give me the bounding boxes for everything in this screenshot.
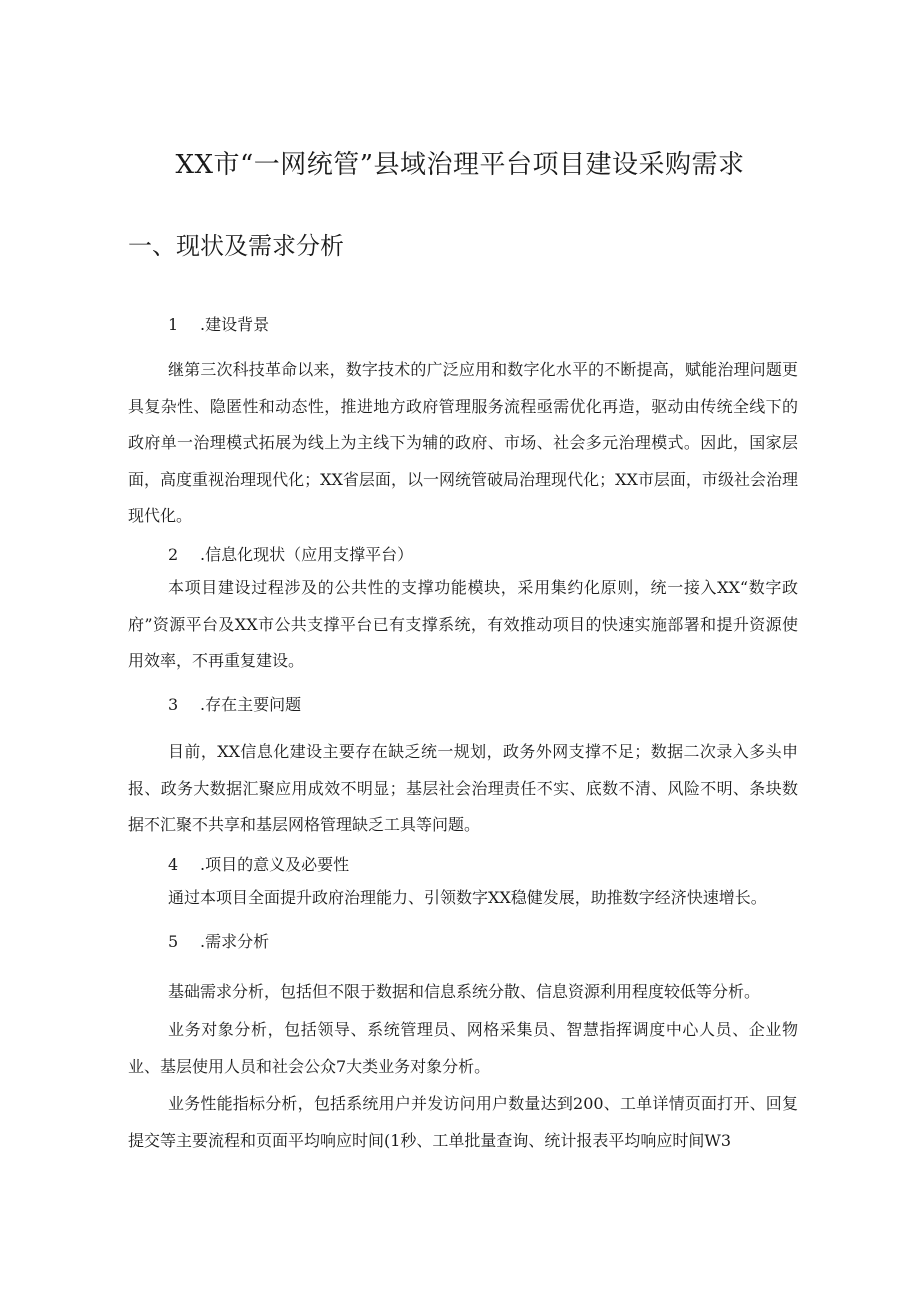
paragraph-background: 继第三次科技革命以来，数字技术的广泛应用和数字化水平的不断提高，赋能治理问题更具复杂性、隐匿性和动态性，推进地方政府管理服务流程亟需优化再造，驱动由传统全线下的政府单一治理模式拓展为线上为主线下为辅的政府、市场、社会多元治理模式。因此，国家层面，高度重视治理现代化；XX省层面，以一网统管破局治理现代化；XX市层面，市级社会治理现代化。: [128, 360, 798, 525]
subheading-label: .建设背景: [200, 315, 270, 334]
subheading-main-problems: [168, 692, 301, 715]
subheading-project-significance: [168, 852, 349, 875]
paragraph-business-objects: 业务对象分析，包括领导、系统管理员、网格采集员、智慧指挥调度中心人员、企业物业、基层使用人员和社会公众7大类业务对象分析。: [128, 1020, 798, 1076]
subheading-number: 1: [168, 315, 179, 334]
subheading-demand-analysis: [168, 929, 269, 952]
subheading-number: 3: [168, 695, 179, 714]
document-title: XX市“一网统管”县域治理平台项目建设采购需求: [175, 150, 745, 180]
subheading-informatization-status: [168, 542, 413, 565]
paragraph-informatization-status: 本项目建设过程涉及的公共性的支撑功能模块，采用集约化原则，统一接入XX“数字政府”资源平台及XX市公共支撑平台已有支撑系统，有效推动项目的快速实施部署和提升资源使用效率，不再重复建设。: [128, 578, 798, 670]
paragraph-project-significance: 通过本项目全面提升政府治理能力、引领数字XX稳健发展，助推数字经济快速增长。: [168, 888, 767, 907]
paragraph-basic-demand: 基础需求分析，包括但不限于数据和信息系统分散、信息资源利用程度较低等分析。: [168, 982, 761, 1001]
subheading-number: 2: [168, 545, 179, 564]
subheading-number: 5: [168, 932, 179, 951]
subheading-label: .存在主要问题: [200, 695, 302, 714]
subheading-label: .需求分析: [200, 932, 270, 951]
paragraph-main-problems: 目前，XX信息化建设主要存在缺乏统一规划，政务外网支撑不足；数据二次录入多头申报、政务大数据汇聚应用成效不明显；基层社会治理责任不实、底数不清、风险不明、条块数据不汇聚不共享和基层网格管理缺乏工具等问题。: [128, 742, 798, 834]
paragraph-performance-indicators: 业务性能指标分析，包括系统用户并发访问用户数量达到200、工单详情页面打开、回复提交等主要流程和页面平均响应时间(1秒、工单批量查询、统计报表平均响应时间W3: [128, 1094, 798, 1150]
subheading-label: .信息化现状（应用支撑平台）: [200, 545, 414, 564]
subheading-construction-background: [168, 312, 269, 335]
subheading-label: .项目的意义及必要性: [200, 855, 350, 874]
section-heading: 一、现状及需求分析: [128, 232, 344, 260]
subheading-number: 4: [168, 855, 179, 874]
